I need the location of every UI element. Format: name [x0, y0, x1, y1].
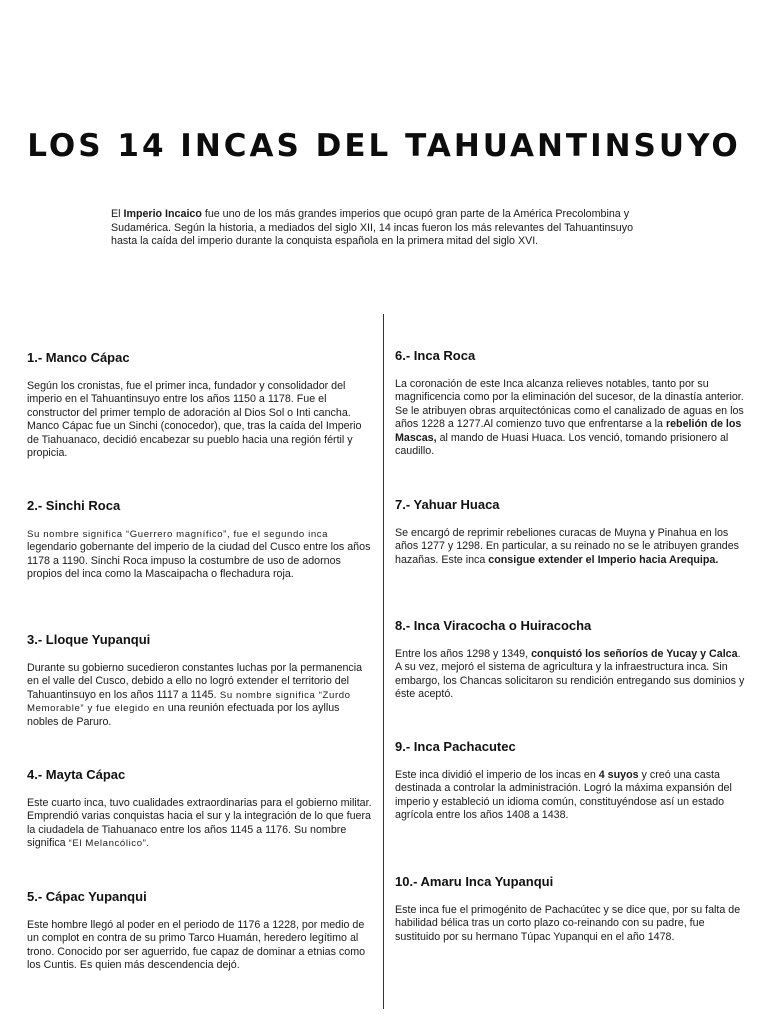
inca-8-text-post: . A su vez, mejoró el sistema de agricultura y la infraestructura inca. Sin embargo, los Chancas solicitaron su rendición entregando sus dominios y éste aceptó.: [395, 648, 745, 701]
inca-3-spaced: Su nombre significa “Zurdo Memorable” y fue elegido en: [27, 689, 351, 715]
inca-2-heading: 2.- Sinchi Roca: [27, 498, 121, 513]
inca-2-text: legendario gobernante del imperio de la ciudad del Cusco entre los años 1178 a 1190. Sinchi Roca impuso la costumbre de uso de adornos propios del inca como la Mascaipacha o flechadura roja.: [27, 541, 371, 581]
page-title: LOS 14 INCAS DEL TAHUANTINSUYO: [27, 128, 741, 164]
inca-8-section: [395, 618, 745, 702]
inca-4-text: Este cuarto inca, tuvo cualidades extraordinarias para el gobierno militar. Emprendió varias conquistas hacia el sur y la integración de lo que fuera la ciudadela de Tiahuanaco entre los años 1145 a 1176. Su nombre significa: [27, 797, 372, 850]
inca-6-bold: rebelión de los Mascas,: [395, 418, 742, 444]
inca-10-body: Este inca fue el primogénito de Pachacútec y se dice que, por su falta de habilidad bélica tras un corto plazo co-reinando con su padre, fue sustituido por su hermano Túpac Yupanqui en el año 1478.: [395, 904, 741, 943]
inca-8-bold: conquistó los señoríos de Yucay y Calca: [531, 648, 738, 660]
intro-paragraph: [111, 208, 661, 249]
inca-4-body: [27, 797, 372, 851]
inca-7-body: [395, 527, 745, 567]
inca-7-section: [395, 497, 745, 567]
inca-2-spaced: Su nombre significa “Guerrero magnífico”, fue el segundo inca: [27, 529, 329, 540]
intro-pre: El: [111, 208, 124, 220]
inca-8-text-pre: Entre los años 1298 y 1349,: [395, 648, 532, 660]
inca-9-bold: 4 suyos: [598, 769, 639, 781]
inca-6-section: [395, 348, 745, 458]
intro-post: fue uno de los más grandes imperios que ocupó gran parte de la América Precolombina y Sudamérica. Según la historia, a mediados del siglo XII, 14 incas fueron los más relevantes del Tahuantinsuyo hasta la caída del imperio durante la conquista española en la primera mitad del siglo XVI.: [111, 208, 634, 247]
inca-2-section: [27, 498, 372, 582]
inca-8-heading: 8.- Inca Viracocha o Huiracocha: [395, 618, 592, 633]
inca-10-section: [395, 874, 745, 944]
inca-3-section: [27, 632, 372, 729]
inca-6-heading: 6.- Inca Roca: [395, 348, 476, 363]
inca-3-heading: 3.- Lloque Yupanqui: [27, 632, 151, 647]
column-divider: [383, 314, 384, 1009]
inca-5-section: [27, 889, 372, 973]
inca-7-heading: 7.- Yahuar Huaca: [395, 497, 500, 512]
inca-1-body: Según los cronistas, fue el primer inca, fundador y consolidador del imperio en el Tahuantinsuyo entre los años 1150 a 1178. Fue el constructor del primer templo de adoración al Dios Sol o Inti cancha. Manco Cápac fue un Sinchi (conocedor), que, tras la caída del Imperio de Tiahuanaco, decidió encabezar su pueblo hacia una región fértil y propicia.: [27, 380, 362, 460]
inca-9-body: [395, 769, 745, 823]
inca-6-text-post: al mando de Huasi Huaca. Los venció, tomando prisionero al caudillo.: [395, 431, 729, 458]
inca-5-heading: 5.- Cápac Yupanqui: [27, 889, 147, 904]
inca-9-text-pre: Este inca dividió el imperio de los incas en: [395, 769, 599, 781]
inca-1-heading: 1.- Manco Cápac: [27, 350, 130, 365]
inca-4-spaced: “El Melancólico”.: [68, 838, 150, 850]
inca-1-section: [27, 350, 372, 460]
inca-3-body: [27, 662, 372, 729]
inca-9-heading: 9.- Inca Pachacutec: [395, 739, 516, 754]
inca-7-bold: consigue extender el Imperio hacia Arequipa.: [488, 553, 719, 566]
inca-9-text-post: y creó una casta destinada a controlar la administración. Logró la máxima expansión del imperio y estableció un idioma común, constituyéndose así un estado agrícola entre los años 1408 a 1438.: [395, 769, 732, 822]
inca-2-body: [27, 528, 372, 582]
inca-7-text-pre: Se encargó de reprimir rebeliones curacas de Muyna y Pinahua en los años 1277 y 1298. En particular, a su reinado no se le atribuyen grandes hazañas. Este inca: [395, 527, 740, 566]
inca-3-text1: Durante su gobierno sucedieron constantes luchas por la permanencia en el valle del Cusco, debido a ello no logró extender el territorio del Tahuantinsuyo en los años 1117 a 1145.: [27, 662, 363, 701]
inca-10-heading: 10.- Amaru Inca Yupanqui: [395, 874, 554, 889]
inca-4-section: [27, 767, 372, 851]
inca-5-body: Este hombre llegó al poder en el periodo de 1176 a 1228, por medio de un complot en contra de su primo Tarco Huamán, heredero legítimo al trono. Conocido por ser aguerrido, fue capaz de dominar a etnias como los Cuntis. Es quien más descendencia dejó.: [27, 919, 366, 972]
inca-3-text2: una reunión efectuada por los ayllus nobles de Paruro.: [27, 702, 340, 728]
intro-bold: Imperio Incaico: [123, 208, 202, 220]
inca-6-text-pre: La coronación de este Inca alcanza relieves notables, tanto por su magnificencia como por la eliminación del sucesor, de la dinastía anterior. Se le atribuyen obras arquitectónicas como el canalizado de aguas en los años 1228 a 1277.Al comienzo tuvo que enfrentarse a la: [395, 378, 744, 431]
inca-4-heading: 4.- Mayta Cápac: [27, 767, 126, 782]
inca-8-body: [395, 648, 745, 702]
inca-6-body: [395, 378, 745, 458]
inca-9-section: [395, 739, 745, 823]
